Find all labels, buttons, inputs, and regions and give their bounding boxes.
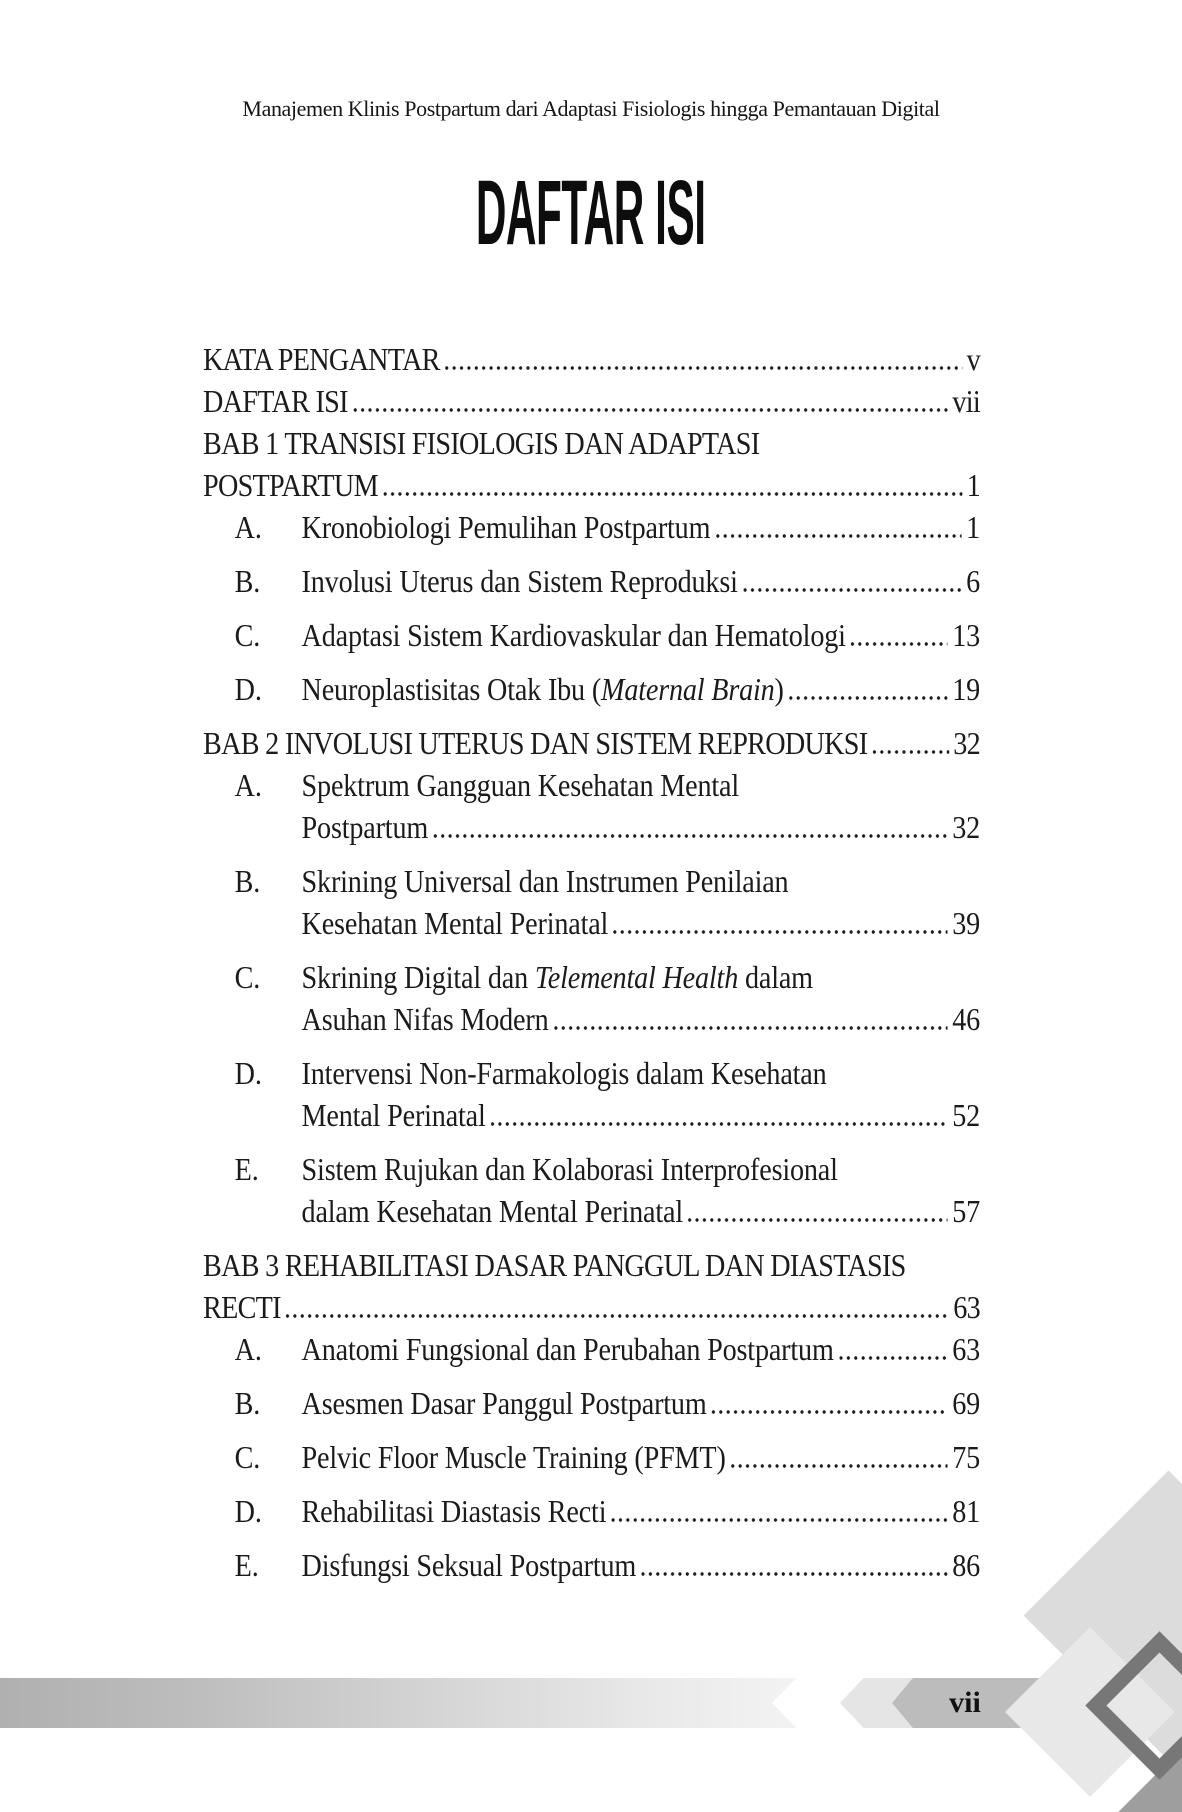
toc-line (203, 722, 980, 764)
dot-leader (445, 366, 962, 370)
toc-entry-text: Adaptasi Sistem Kardiovaskular dan Hematologi (301, 617, 846, 653)
toc-entry-text: BAB 3 REHABILITASI DASAR PANGGUL DAN DIASTASIS (203, 1247, 906, 1283)
toc-page-number: 1 (966, 467, 981, 503)
toc-entry-text: Intervensi Non-Farmakologis dalam Kesehatan (301, 1055, 827, 1091)
toc-section-entry (203, 560, 980, 602)
toc-line (302, 1190, 980, 1232)
toc-line (302, 1052, 980, 1094)
toc-entry-text: Kesehatan Mental Perinatal (301, 905, 609, 941)
toc-page-number: 63 (952, 1331, 981, 1367)
toc-list (203, 338, 980, 1598)
toc-line (203, 422, 980, 464)
toc-entry-letter: B. (234, 563, 261, 599)
dot-leader (612, 1518, 948, 1522)
dot-leader (491, 1122, 948, 1126)
toc-section-entry (203, 614, 980, 656)
toc-entry-text: Disfungsi Seksual Postpartum (301, 1547, 637, 1583)
dot-leader (688, 1218, 948, 1222)
toc-line (302, 1328, 980, 1370)
toc-line (302, 1094, 980, 1136)
dot-leader (839, 1356, 948, 1360)
toc-line (302, 1148, 980, 1190)
toc-section-entry (203, 1382, 980, 1424)
toc-entry-letter: A. (234, 509, 262, 545)
dot-leader (286, 1314, 949, 1318)
toc-line (302, 956, 980, 998)
toc-line (302, 764, 980, 806)
toc-entry-text: Spektrum Gangguan Kesehatan Mental (301, 767, 739, 803)
dot-leader (554, 1026, 948, 1030)
dot-leader (613, 930, 947, 934)
toc-section-entry (203, 1052, 980, 1136)
toc-section-entry (203, 1328, 980, 1370)
toc-line (302, 1490, 980, 1532)
toc-page-number: 52 (952, 1097, 981, 1133)
toc-entry-text: RECTI (203, 1289, 281, 1325)
toc-line (302, 806, 980, 848)
toc-section-entry (203, 1490, 980, 1532)
toc-line (302, 902, 980, 944)
toc-chapter-entry (203, 1244, 980, 1328)
toc-line (203, 338, 980, 380)
toc-entry-text: KATA PENGANTAR (203, 341, 440, 377)
toc-line (302, 860, 980, 902)
toc-page-number: vii (952, 383, 981, 419)
toc-entry-letter: A. (234, 1331, 262, 1367)
toc-entry-text: Skrining Universal dan Instrumen Penilaian (301, 863, 789, 899)
toc-entry-text: POSTPARTUM (203, 467, 378, 503)
toc-entry-text: Neuroplastisitas Otak Ibu (Maternal Brain) (301, 671, 784, 707)
toc-chapter-entry (203, 338, 980, 380)
toc-page-number: 57 (952, 1193, 981, 1229)
toc-entry-text: Asesmen Dasar Panggul Postpartum (301, 1385, 707, 1421)
toc-entry-text: Kronobiologi Pemulihan Postpartum (301, 509, 711, 545)
toc-page-number: 63 (953, 1289, 981, 1325)
dot-leader (731, 1464, 948, 1468)
toc-page-number: 1 (966, 509, 981, 545)
toc-section-entry (203, 956, 980, 1040)
footer-page-number: vii (949, 1686, 981, 1719)
page-title-text: DAFTAR ISI (476, 162, 706, 264)
toc-chapter-entry (203, 422, 980, 506)
toc-line (302, 560, 980, 602)
dot-leader (712, 1410, 948, 1414)
toc-entry-text: DAFTAR ISI (203, 383, 348, 419)
toc-entry-text: Rehabilitasi Diastasis Recti (301, 1493, 607, 1529)
toc-page-number: 19 (952, 671, 981, 707)
toc-page-number: 75 (952, 1439, 981, 1475)
toc-entry-letter: C. (234, 1439, 261, 1475)
toc-entry-text: Sistem Rujukan dan Kolaborasi Interprofesional (301, 1151, 838, 1187)
toc-entry-text: dalam Kesehatan Mental Perinatal (301, 1193, 683, 1229)
toc-entry-text: Postpartum (301, 809, 429, 845)
toc-section-entry (203, 1436, 980, 1478)
dot-leader (433, 834, 947, 838)
toc-page-number: 86 (952, 1547, 981, 1583)
toc-line (203, 1244, 980, 1286)
toc-entry-text: Involusi Uterus dan Sistem Reproduksi (301, 563, 738, 599)
toc-entry-text: Asuhan Nifas Modern (301, 1001, 549, 1037)
toc-entry-letter: A. (234, 767, 262, 803)
toc-entry-text: Anatomi Fungsional dan Perubahan Postpartum (301, 1331, 834, 1367)
running-head: Manajemen Klinis Postpartum dari Adaptasi Fisiologis hingga Pemantauan Digital (242, 96, 940, 121)
toc-page-number: 81 (952, 1493, 981, 1529)
dot-leader (353, 408, 948, 412)
toc-page-number: v (966, 341, 981, 377)
toc-line (302, 998, 980, 1040)
toc-section-entry (203, 1544, 980, 1586)
dot-leader (851, 642, 948, 646)
toc-entry-letter: D. (234, 671, 262, 707)
toc-entry-text: Skrining Digital dan Telemental Health dalam (301, 959, 813, 995)
toc-line (302, 1436, 980, 1478)
page-title (0, 162, 1182, 264)
toc-section-entry (203, 860, 980, 944)
toc-line (203, 380, 980, 422)
toc-entry-letter: E. (234, 1547, 259, 1583)
toc-entry-letter: C. (234, 617, 261, 653)
toc-section-entry (203, 668, 980, 710)
dot-leader (873, 750, 949, 754)
toc-line (203, 1286, 980, 1328)
toc-entry-letter: C. (234, 959, 261, 995)
toc-line (302, 614, 980, 656)
toc-entry-letter: D. (234, 1493, 262, 1529)
toc-chapter-entry (203, 722, 980, 764)
toc-page-number: 39 (952, 905, 981, 941)
toc-entry-letter: B. (234, 863, 261, 899)
toc-entry-text: BAB 1 TRANSISI FISIOLOGIS DAN ADAPTASI (203, 425, 760, 461)
toc-line (302, 506, 980, 548)
toc-page-number: 13 (952, 617, 981, 653)
toc-entry-letter: E. (234, 1151, 259, 1187)
toc-page-number: 6 (966, 563, 981, 599)
dot-leader (383, 492, 962, 496)
toc-line (302, 1382, 980, 1424)
toc-entry-letter: B. (234, 1385, 261, 1421)
toc-page-number: 46 (952, 1001, 981, 1037)
toc-line (302, 668, 980, 710)
dot-leader (641, 1572, 947, 1576)
toc-chapter-entry (203, 380, 980, 422)
toc-entry-text: BAB 2 INVOLUSI UTERUS DAN SISTEM REPRODUKSI (203, 725, 868, 761)
toc-section-entry (203, 506, 980, 548)
toc-entry-text: Mental Perinatal (301, 1097, 486, 1133)
toc-page-number: 32 (952, 809, 981, 845)
toc-entry-letter: D. (234, 1055, 262, 1091)
toc-section-entry (203, 1148, 980, 1232)
dot-leader (716, 534, 962, 538)
toc-page-number: 69 (952, 1385, 981, 1421)
toc-entry-text: Pelvic Floor Muscle Training (PFMT) (301, 1439, 726, 1475)
dot-leader (789, 696, 948, 700)
dot-leader (743, 588, 962, 592)
toc-line (203, 464, 980, 506)
toc-section-entry (203, 764, 980, 848)
toc-page-number: 32 (953, 725, 981, 761)
toc-line (302, 1544, 980, 1586)
